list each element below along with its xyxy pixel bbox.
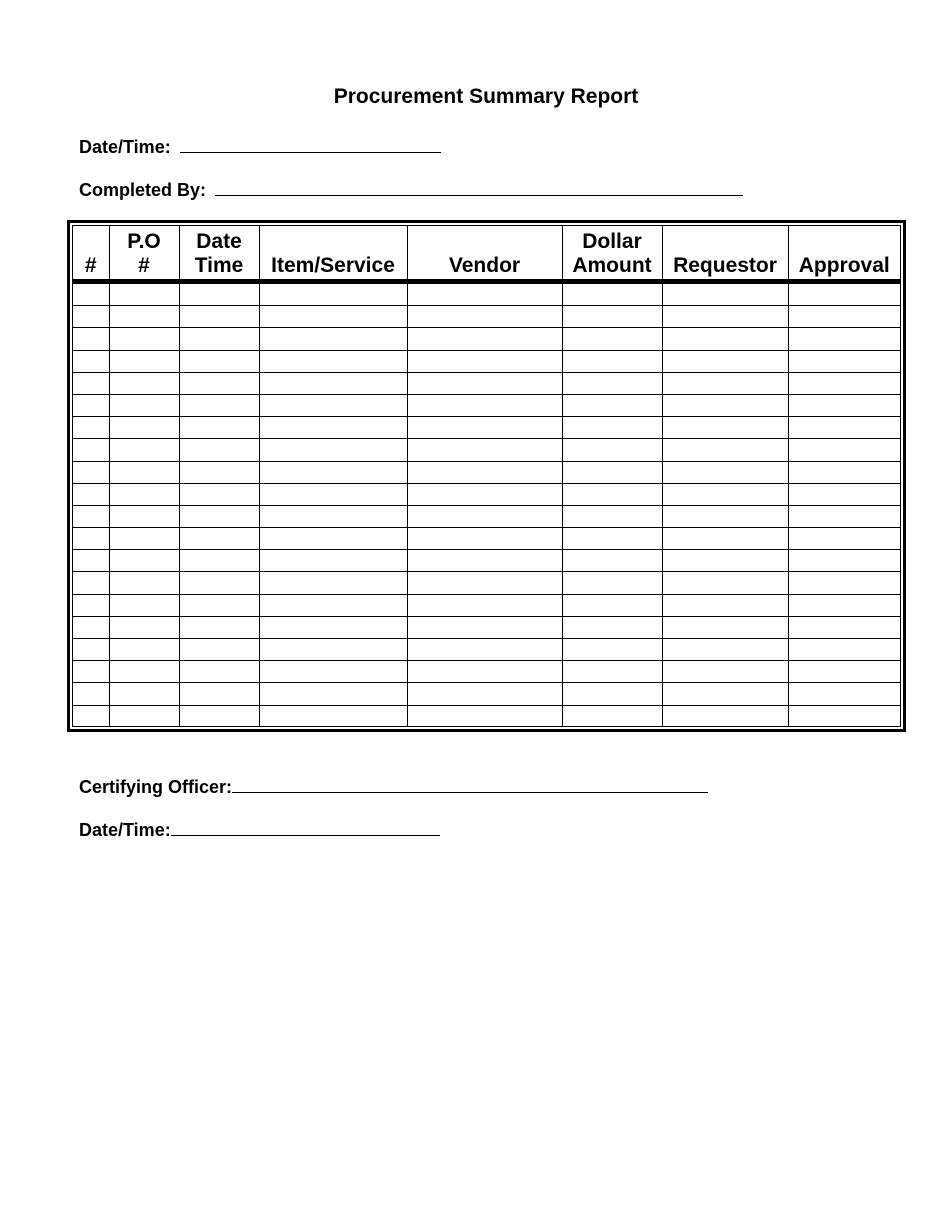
table-cell-item-service[interactable] [259,372,407,394]
table-cell-requestor[interactable] [662,705,788,727]
table-cell-date-time[interactable] [179,394,259,416]
table-cell-number[interactable] [73,661,109,683]
table-row [73,594,900,616]
table-cell-po-number[interactable] [109,350,179,372]
table-row [73,417,900,439]
column-header-number: # [73,226,109,282]
table-cell-dollar-amount[interactable] [562,350,662,372]
column-header-date-time: Date Time [179,226,259,282]
table-cell-po-number[interactable] [109,594,179,616]
table-cell-po-number[interactable] [109,439,179,461]
table-cell-number[interactable] [73,282,109,306]
table-row [73,461,900,483]
table-cell-approval[interactable] [788,439,900,461]
table-cell-item-service[interactable] [259,683,407,705]
table-cell-requestor[interactable] [662,661,788,683]
table-cell-vendor[interactable] [407,439,562,461]
table-cell-requestor[interactable] [662,528,788,550]
table-row [73,483,900,505]
table-cell-requestor[interactable] [662,572,788,594]
table-cell-dollar-amount[interactable] [562,461,662,483]
table-cell-item-service[interactable] [259,328,407,350]
procurement-table-inner-frame [72,225,901,727]
completed-by-field [79,177,743,201]
table-row [73,372,900,394]
table-cell-requestor[interactable] [662,394,788,416]
column-header-po-number: P.O # [109,226,179,282]
table-cell-vendor[interactable] [407,683,562,705]
table-cell-date-time[interactable] [179,350,259,372]
table-cell-item-service[interactable] [259,350,407,372]
table-cell-vendor[interactable] [407,350,562,372]
table-cell-item-service[interactable] [259,616,407,638]
table-cell-approval[interactable] [788,505,900,527]
table-cell-item-service[interactable] [259,394,407,416]
table-cell-approval[interactable] [788,282,900,306]
table-cell-vendor[interactable] [407,661,562,683]
table-cell-requestor[interactable] [662,550,788,572]
table-cell-dollar-amount[interactable] [562,417,662,439]
procurement-table [73,226,900,727]
table-cell-item-service[interactable] [259,439,407,461]
table-cell-number[interactable] [73,461,109,483]
table-cell-po-number[interactable] [109,572,179,594]
table-cell-approval[interactable] [788,639,900,661]
footer-date-time-field [79,817,440,841]
table-cell-date-time[interactable] [179,372,259,394]
table-cell-date-time[interactable] [179,705,259,727]
table-cell-vendor[interactable] [407,594,562,616]
table-cell-po-number[interactable] [109,461,179,483]
table-cell-number[interactable] [73,306,109,328]
table-cell-approval[interactable] [788,594,900,616]
table-cell-vendor[interactable] [407,417,562,439]
table-cell-number[interactable] [73,505,109,527]
table-row [73,328,900,350]
table-cell-approval[interactable] [788,372,900,394]
table-cell-date-time[interactable] [179,528,259,550]
table-cell-approval[interactable] [788,616,900,638]
table-cell-dollar-amount[interactable] [562,282,662,306]
table-cell-approval[interactable] [788,550,900,572]
table-cell-vendor[interactable] [407,705,562,727]
table-cell-requestor[interactable] [662,505,788,527]
table-cell-dollar-amount[interactable] [562,616,662,638]
table-row [73,439,900,461]
table-row [73,683,900,705]
table-cell-number[interactable] [73,550,109,572]
column-header-requestor: Requestor [662,226,788,282]
table-cell-po-number[interactable] [109,505,179,527]
table-cell-number[interactable] [73,616,109,638]
table-cell-item-service[interactable] [259,306,407,328]
table-cell-requestor[interactable] [662,683,788,705]
table-cell-dollar-amount[interactable] [562,394,662,416]
table-row [73,705,900,727]
table-cell-vendor[interactable] [407,528,562,550]
table-row [73,394,900,416]
table-cell-requestor[interactable] [662,282,788,306]
table-cell-po-number[interactable] [109,683,179,705]
table-cell-vendor[interactable] [407,505,562,527]
table-cell-po-number[interactable] [109,372,179,394]
table-cell-approval[interactable] [788,705,900,727]
table-cell-date-time[interactable] [179,683,259,705]
table-row [73,528,900,550]
table-cell-date-time[interactable] [179,639,259,661]
table-cell-dollar-amount[interactable] [562,439,662,461]
date-time-input-line[interactable] [180,134,441,153]
table-cell-dollar-amount[interactable] [562,306,662,328]
table-cell-approval[interactable] [788,350,900,372]
table-cell-date-time[interactable] [179,461,259,483]
table-cell-dollar-amount[interactable] [562,661,662,683]
table-cell-date-time[interactable] [179,572,259,594]
table-cell-number[interactable] [73,639,109,661]
table-cell-approval[interactable] [788,683,900,705]
table-cell-item-service[interactable] [259,572,407,594]
table-cell-item-service[interactable] [259,461,407,483]
table-cell-po-number[interactable] [109,661,179,683]
table-cell-po-number[interactable] [109,705,179,727]
table-cell-date-time[interactable] [179,306,259,328]
table-cell-approval[interactable] [788,572,900,594]
table-cell-approval[interactable] [788,661,900,683]
table-cell-po-number[interactable] [109,528,179,550]
table-cell-approval[interactable] [788,483,900,505]
table-cell-requestor[interactable] [662,306,788,328]
table-cell-date-time[interactable] [179,282,259,306]
table-cell-requestor[interactable] [662,616,788,638]
table-cell-date-time[interactable] [179,328,259,350]
table-cell-requestor[interactable] [662,417,788,439]
table-cell-date-time[interactable] [179,483,259,505]
table-cell-item-service[interactable] [259,661,407,683]
table-cell-requestor[interactable] [662,461,788,483]
table-cell-number[interactable] [73,328,109,350]
table-cell-date-time[interactable] [179,661,259,683]
table-cell-number[interactable] [73,705,109,727]
table-cell-dollar-amount[interactable] [562,328,662,350]
table-cell-number[interactable] [73,394,109,416]
table-cell-item-service[interactable] [259,550,407,572]
table-cell-requestor[interactable] [662,639,788,661]
table-cell-number[interactable] [73,483,109,505]
table-cell-approval[interactable] [788,328,900,350]
table-row [73,550,900,572]
table-cell-dollar-amount[interactable] [562,683,662,705]
table-row [73,639,900,661]
table-cell-date-time[interactable] [179,505,259,527]
table-cell-vendor[interactable] [407,394,562,416]
table-cell-requestor[interactable] [662,328,788,350]
table-cell-number[interactable] [73,350,109,372]
table-row [73,661,900,683]
table-cell-vendor[interactable] [407,616,562,638]
table-cell-po-number[interactable] [109,639,179,661]
table-cell-requestor[interactable] [662,372,788,394]
table-row [73,306,900,328]
footer-date-time-input-line[interactable] [171,817,440,836]
table-cell-approval[interactable] [788,528,900,550]
table-cell-approval[interactable] [788,417,900,439]
table-cell-vendor[interactable] [407,572,562,594]
table-cell-po-number[interactable] [109,328,179,350]
table-cell-item-service[interactable] [259,505,407,527]
table-cell-date-time[interactable] [179,417,259,439]
table-cell-item-service[interactable] [259,594,407,616]
table-cell-number[interactable] [73,372,109,394]
table-cell-requestor[interactable] [662,350,788,372]
table-header-row [73,226,900,282]
table-cell-dollar-amount[interactable] [562,594,662,616]
table-row [73,350,900,372]
table-cell-date-time[interactable] [179,550,259,572]
table-cell-vendor[interactable] [407,328,562,350]
table-cell-vendor[interactable] [407,550,562,572]
table-cell-dollar-amount[interactable] [562,505,662,527]
table-cell-vendor[interactable] [407,282,562,306]
table-cell-dollar-amount[interactable] [562,550,662,572]
table-cell-number[interactable] [73,417,109,439]
table-cell-item-service[interactable] [259,528,407,550]
certifying-officer-input-line[interactable] [232,774,708,793]
date-time-label: Date/Time: [79,137,171,157]
table-cell-number[interactable] [73,683,109,705]
table-cell-vendor[interactable] [407,461,562,483]
table-cell-date-time[interactable] [179,594,259,616]
table-cell-po-number[interactable] [109,282,179,306]
column-header-item-service: Item/Service [259,226,407,282]
table-cell-requestor[interactable] [662,439,788,461]
date-time-field [79,134,441,158]
table-cell-po-number[interactable] [109,394,179,416]
table-cell-item-service[interactable] [259,639,407,661]
table-cell-vendor[interactable] [407,639,562,661]
table-cell-dollar-amount[interactable] [562,372,662,394]
table-cell-approval[interactable] [788,394,900,416]
table-cell-number[interactable] [73,572,109,594]
table-cell-item-service[interactable] [259,483,407,505]
table-cell-date-time[interactable] [179,439,259,461]
table-cell-po-number[interactable] [109,306,179,328]
footer-date-time-label: Date/Time: [79,820,171,840]
table-cell-date-time[interactable] [179,616,259,638]
table-cell-approval[interactable] [788,461,900,483]
table-cell-dollar-amount[interactable] [562,483,662,505]
column-header-approval: Approval [788,226,900,282]
certifying-officer-field [79,774,708,798]
table-row [73,616,900,638]
table-cell-dollar-amount[interactable] [562,572,662,594]
table-cell-po-number[interactable] [109,417,179,439]
certifying-officer-label: Certifying Officer: [79,777,233,797]
table-row [73,572,900,594]
table-row [73,282,900,306]
column-header-vendor: Vendor [407,226,562,282]
table-cell-dollar-amount[interactable] [562,705,662,727]
table-cell-approval[interactable] [788,306,900,328]
procurement-table-frame [67,220,906,732]
table-cell-po-number[interactable] [109,483,179,505]
table-cell-item-service[interactable] [259,282,407,306]
completed-by-label: Completed By: [79,180,207,200]
table-cell-number[interactable] [73,439,109,461]
table-body [73,282,900,727]
table-cell-requestor[interactable] [662,483,788,505]
table-row [73,505,900,527]
table-cell-requestor[interactable] [662,594,788,616]
table-cell-vendor[interactable] [407,306,562,328]
completed-by-input-line[interactable] [215,177,743,196]
table-cell-number[interactable] [73,528,109,550]
table-cell-item-service[interactable] [259,417,407,439]
table-cell-vendor[interactable] [407,372,562,394]
column-header-dollar-amount: Dollar Amount [562,226,662,282]
table-cell-item-service[interactable] [259,705,407,727]
table-cell-dollar-amount[interactable] [562,528,662,550]
table-cell-po-number[interactable] [109,616,179,638]
table-cell-vendor[interactable] [407,483,562,505]
page-title: Procurement Summary Report [333,85,639,108]
table-cell-number[interactable] [73,594,109,616]
table-cell-dollar-amount[interactable] [562,639,662,661]
table-cell-po-number[interactable] [109,550,179,572]
